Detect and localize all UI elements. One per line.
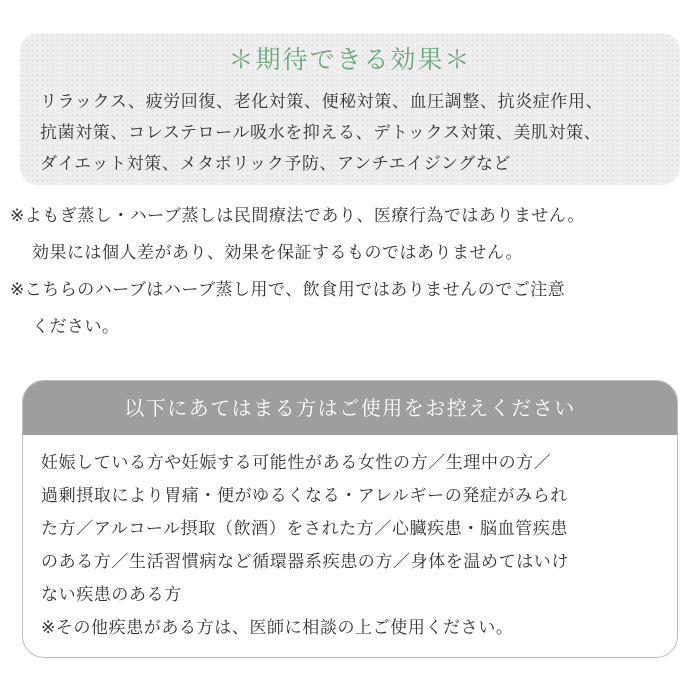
caution-header: 以下にあてはまる方はご使用をお控えください [23,381,677,435]
expected-effects-list [40,87,672,180]
caution-line: のある方／生活習慣病など循環器系疾患の方／身体を温めてはいけ [41,552,569,572]
caution-list [41,447,663,645]
caution-line: た方／アルコール摂取（飲酒）をされた方／心臓疾患・脳血管疾患 [41,519,568,539]
caution-line: 過剰摂取により胃痛・便がゆるくなる・アレルギーの発症がみられ [41,486,568,506]
note-line-effect: 効果には個人差があり、効果を保証するものではありません。 [32,243,524,263]
note-line-usage-cont: ください。 [32,317,120,337]
disclaimer-notes [10,198,692,346]
expected-effects-panel [20,33,680,185]
caution-panel [22,380,678,658]
caution-line: 妊娠している方や妊娠する可能性がある女性の方／生理中の方／ [41,453,552,473]
effects-line: ダイエット対策、メタボリック予防、アンチエイジングなど [40,154,512,174]
effects-line: リラックス、疲労回復、老化対策、便秘対策、血圧調整、抗炎症作用、 [40,92,604,112]
caution-line: ※その他疾患がある方は、医師に相談の上ご使用ください。 [41,618,514,638]
note-line-usage: ※こちらのハーブはハーブ蒸し用で、飲食用ではありませんのでご注意 [10,280,566,300]
note-line-medical: ※よもぎ蒸し・ハーブ蒸しは民間療法であり、医療行為ではありません。 [10,206,585,226]
caution-line: ない疾患のある方 [41,585,182,605]
expected-effects-title: ＊期待できる効果＊ [228,45,472,74]
effects-line: 抗菌対策、コレステロール吸水を抑える、デトックス対策、美肌対策、 [40,123,602,143]
